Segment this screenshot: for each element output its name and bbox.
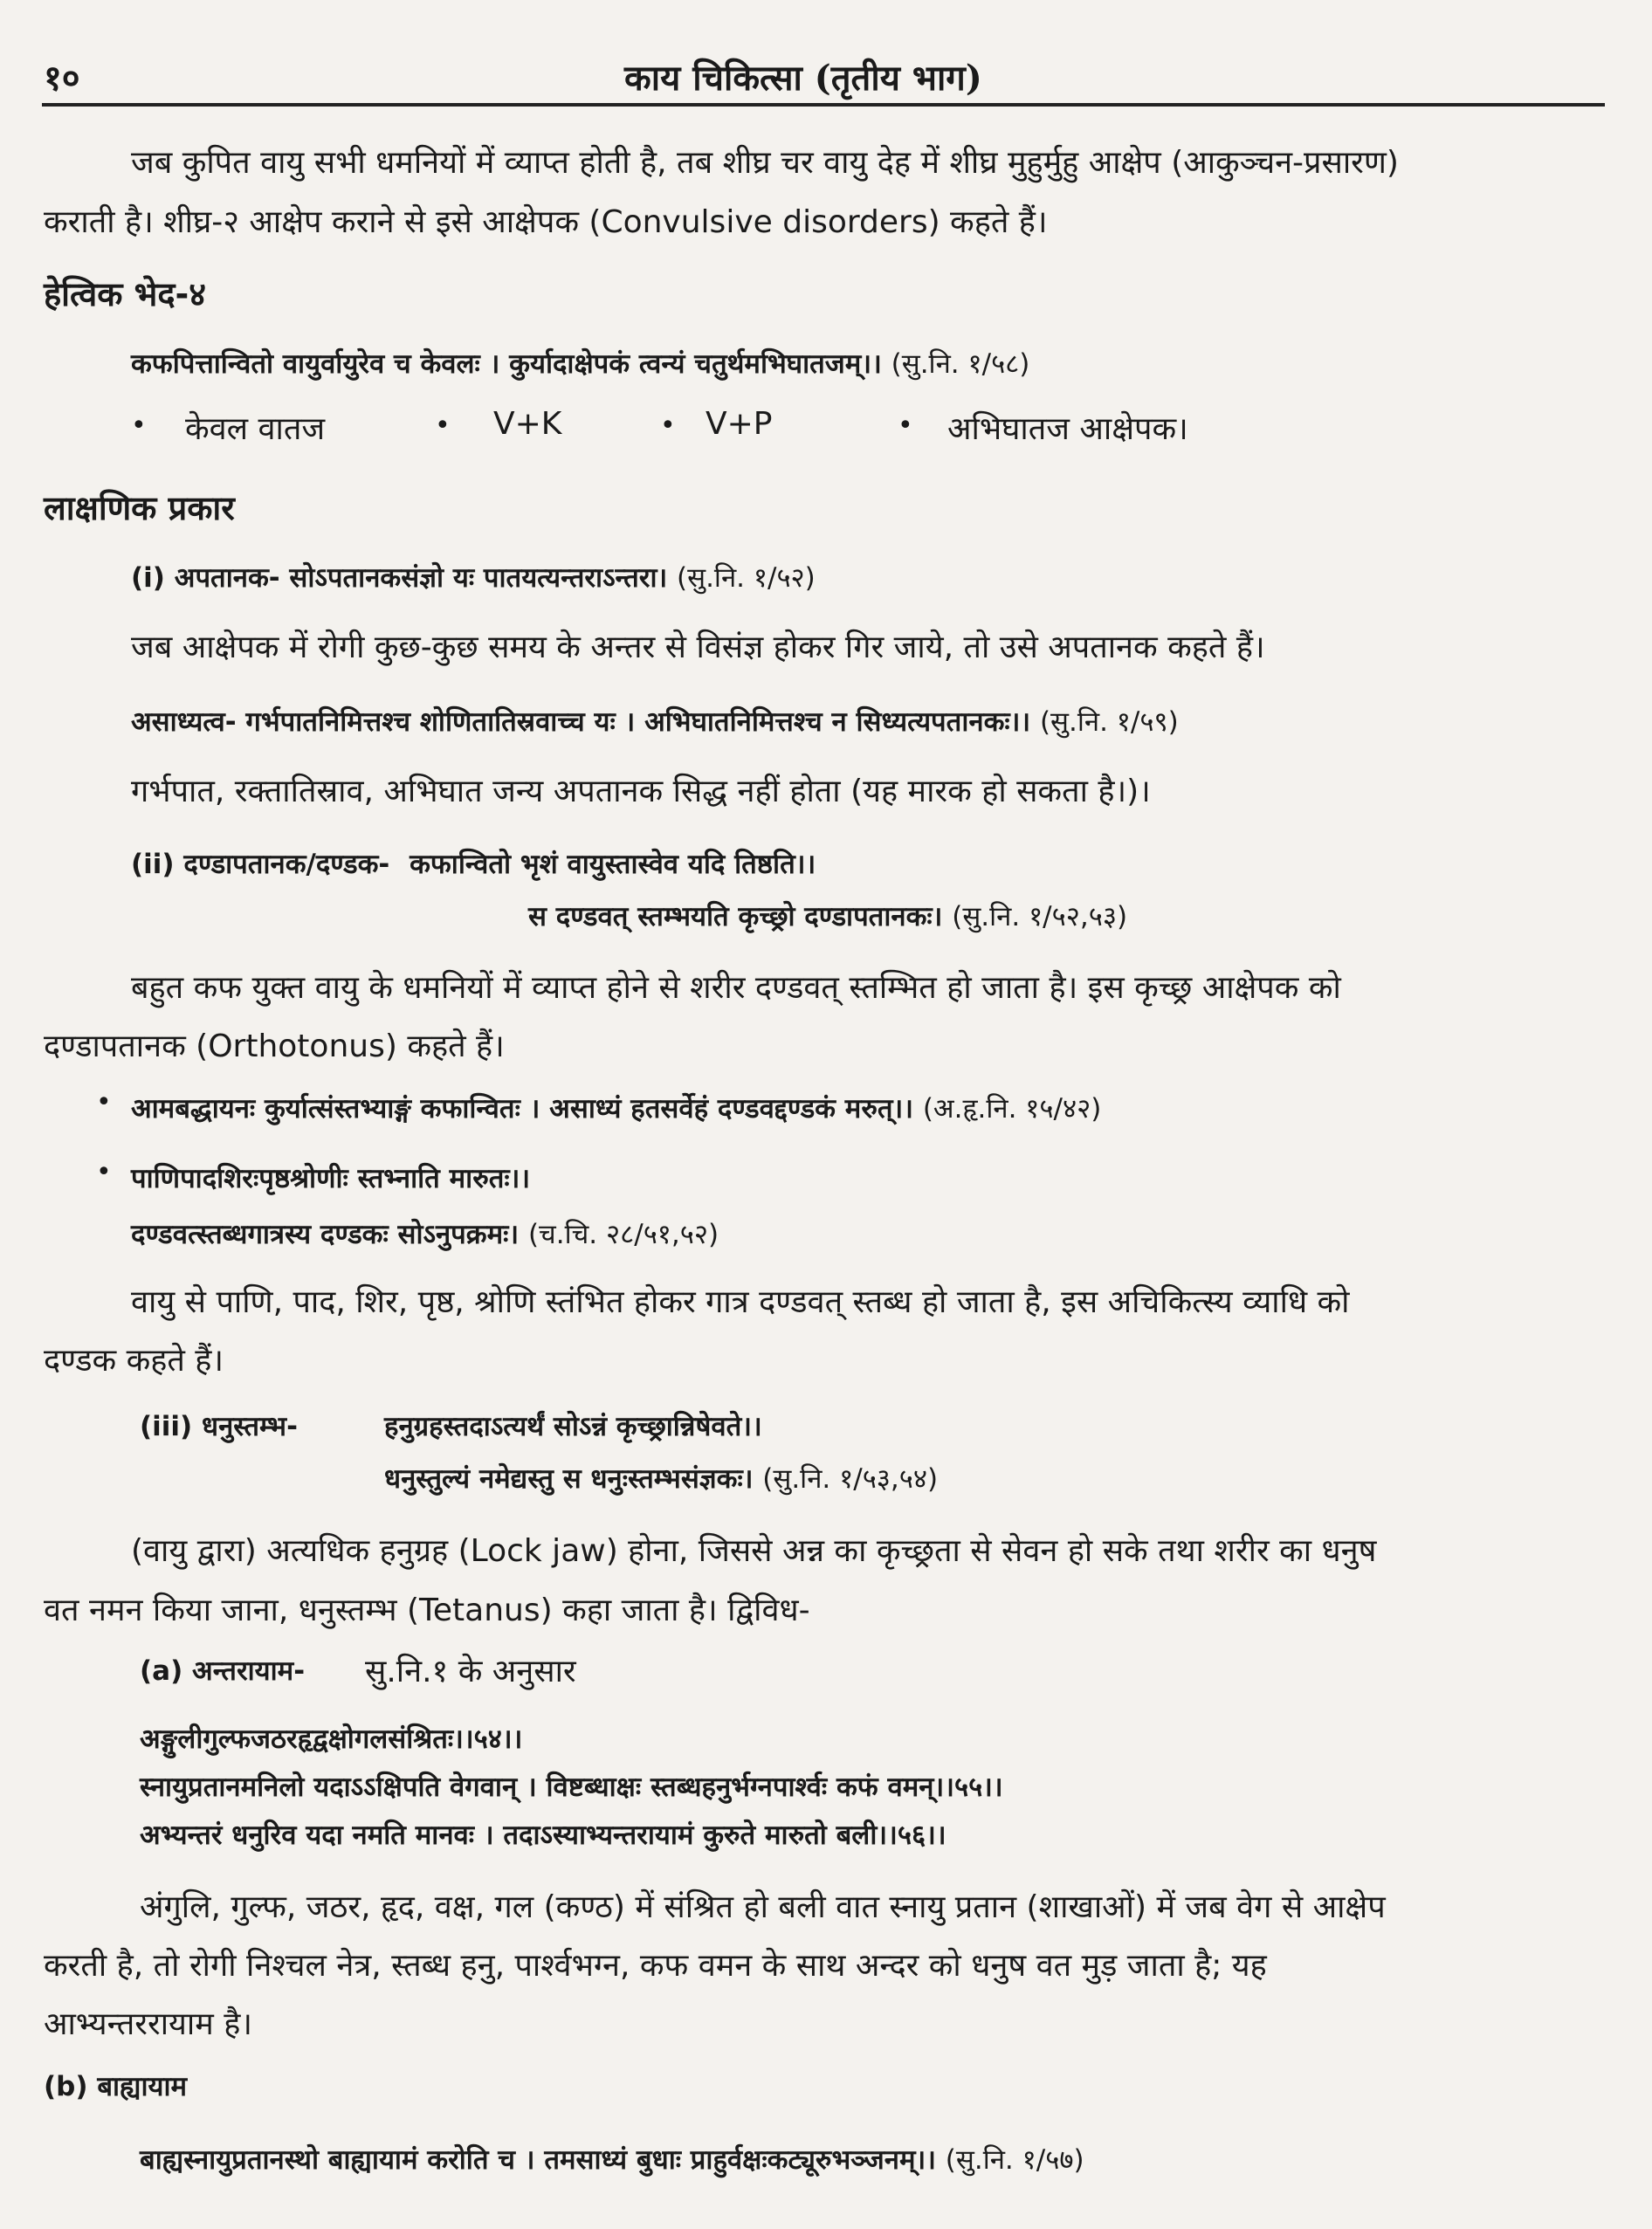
dandapatanak-bullet-dot-1: • bbox=[96, 1087, 112, 1118]
hetvik-verse-ref: (सु.नि. १/५८) bbox=[891, 348, 1030, 380]
hetvik-bullet-dot-2: • bbox=[435, 410, 451, 441]
dandapatanak-text-4: दण्डक कहते हैं। bbox=[44, 1343, 224, 1379]
dandapatanak-text-2: दण्डापतानक (Orthotonus) कहते हैं। bbox=[44, 1029, 505, 1064]
dandapatanak-bullet-2-ref: (च.चि. २८/५१,५२) bbox=[527, 1219, 719, 1250]
dhanustambha-verse-2: धनुस्तुल्यं नमेद्यस्तु स धनुःस्तम्भसंज्ञकः। bbox=[384, 1463, 754, 1495]
dandapatanak-bullet-1 bbox=[131, 1090, 1101, 1126]
dhanustambha-text-2: वत नमन किया जाना, धनुस्तम्भ (Tetanus) कहा जाता है। द्विविध- bbox=[44, 1593, 810, 1628]
apatanak-asadhya-line bbox=[131, 703, 1179, 740]
dandapatanak-line-2 bbox=[528, 898, 1127, 934]
antarayam-text-2: करती है, तो रोगी निश्चल नेत्र, स्तब्ध हनु, पार्श्वभग्न, कफ वमन के साथ अन्दर को धनुष वत मुड़ जाता है; यह bbox=[44, 1948, 1267, 1984]
dhanustambha-ref: (सु.नि. १/५३,५४) bbox=[762, 1463, 939, 1495]
dandapatanak-bullet-2-verse-b: दण्डवत्स्तब्धगात्रस्य दण्डकः सोऽनुपक्रमः। bbox=[131, 1219, 520, 1250]
hetvik-verse-text: कफपित्तान्वितो वायुर्वायुरेव च केवलः । कुर्यादाक्षेपकं त्वन्यं चतुर्थमभिघातजम्।। bbox=[131, 348, 882, 380]
dandapatanak-text-1: बहुत कफ युक्त वायु के धमनियों में व्याप्त होने से शरीर दण्डवत् स्तम्भित हो जाता है। इस कृच्छ्र आक्षेपक को bbox=[131, 970, 1341, 1006]
apatanak-asadhya-text: गर्भपात, रक्तातिस्राव, अभिघात जन्य अपतानक सिद्ध नहीं होता (यह मारक हो सकता है।)। bbox=[131, 774, 1151, 809]
apatanak-asadhya-label: असाध्यत्व- bbox=[131, 706, 237, 738]
hetvik-bullet-dot-3: • bbox=[660, 410, 676, 441]
bahyayam-verse: बाह्यस्नायुप्रतानस्थो बाह्यायामं करोति च । तमसाध्यं बुधाः प्राहुर्वक्षःकट्यूरुभञ्जनम्।। bbox=[140, 2144, 936, 2176]
dhanustambha-line-2 bbox=[384, 1460, 938, 1496]
antarayam-text-1: अंगुलि, गुल्फ, जठर, हृद, वक्ष, गल (कण्ठ) में संश्रित हो बली वात स्नायु प्रतान (शाखाओं) में जब वेग से आक्षेप bbox=[140, 1889, 1386, 1925]
page-number: १० bbox=[44, 58, 80, 99]
dhanustambha-label: (iii) धनुस्तम्भ- bbox=[140, 1411, 298, 1442]
hetvik-bullet-4: अभिघातज आक्षेपक। bbox=[947, 411, 1188, 447]
bahyayam-ref: (सु.नि. १/५७) bbox=[945, 2144, 1084, 2176]
hetvik-verse bbox=[131, 345, 1029, 382]
apatanak-asadhya-ref: (सु.नि. १/५९) bbox=[1039, 706, 1179, 738]
dandapatanak-bullet-1-verse: आमबद्धायनः कुर्यात्संस्तभ्याङ्गं कफान्वितः । असाध्यं हतसर्वेहं दण्डवद्दण्डकं मरुत्।। bbox=[131, 1093, 914, 1125]
antarayam-note: सु.नि.१ के अनुसार bbox=[365, 1654, 576, 1689]
dandapatanak-bullet-1-ref: (अ.हृ.नि. १५/४२) bbox=[922, 1093, 1102, 1125]
intro-line-2: कराती है। शीघ्र-२ आक्षेप कराने से इसे आक्षेपक (Convulsive disorders) कहते हैं। bbox=[44, 204, 1048, 240]
bahyayam-line bbox=[140, 2141, 1084, 2177]
antarayam-text-3: आभ्यन्तररायाम है। bbox=[44, 2006, 252, 2042]
dhanustambha-verse-1: हनुग्रहस्तदाऽत्यर्थं सोऽन्नं कृच्छ्रान्निषेवते।। bbox=[384, 1411, 762, 1442]
apatanak-ref: (सु.नि. १/५२) bbox=[677, 562, 816, 594]
dandapatanak-bullet-2-line-b bbox=[131, 1215, 719, 1252]
header-rule bbox=[42, 103, 1605, 107]
running-header-title: काय चिकित्सा (तृतीय भाग) bbox=[624, 58, 982, 99]
dandapatanak-bullet-2-verse: पाणिपादशिरःपृष्ठश्रोणीः स्तभ्नाति मारुतः।। bbox=[131, 1163, 531, 1194]
antarayam-verse-3: अभ्यन्तरं धनुरिव यदा नमति मानवः । तदाऽस्याभ्यन्तरायामं कुरुते मारुतो बली।।५६।। bbox=[140, 1820, 946, 1851]
hetvik-bullet-dot-4: • bbox=[898, 410, 913, 441]
apatanak-verse: सोऽपतानकसंज्ञो यः पातयत्यन्तराऽन्तरा। bbox=[289, 562, 668, 594]
apatanak-text: जब आक्षेपक में रोगी कुछ-कुछ समय के अन्तर से विसंज्ञ होकर गिर जाये, तो उसे अपतानक कहते हैं। bbox=[131, 629, 1265, 665]
dandapatanak-text-3: वायु से पाणि, पाद, शिर, पृष्ठ, श्रोणि स्तंभित होकर गात्र दण्डवत् स्तब्ध हो जाता है, इस अचिकित्स्य व्याधि को bbox=[131, 1284, 1350, 1320]
hetvik-bullet-dot-1: • bbox=[131, 410, 147, 441]
apatanak-line bbox=[131, 559, 816, 595]
lakshanik-heading: लाक्षणिक प्रकार bbox=[44, 489, 235, 527]
dandapatanak-ref: (सु.नि. १/५२,५३) bbox=[952, 901, 1128, 932]
hetvik-heading: हेत्विक भेद-४ bbox=[44, 275, 207, 313]
hetvik-bullet-2: V+K bbox=[493, 406, 562, 442]
hetvik-bullet-1: केवल वातज bbox=[185, 411, 326, 447]
intro-line-1: जब कुपित वायु सभी धमनियों में व्याप्त होती है, तब शीघ्र चर वायु देह में शीघ्र मुहुर्मुहु आक्षेप (आकुञ्चन-प्रसारण) bbox=[131, 145, 1399, 181]
dandapatanak-verse-2: स दण्डवत् स्तम्भयति कृच्छ्रो दण्डापतानकः। bbox=[528, 901, 943, 932]
apatanak-label: (i) अपतानक- bbox=[131, 562, 280, 594]
dandapatanak-bullet-dot-2: • bbox=[96, 1157, 112, 1187]
hetvik-bullet-3: V+P bbox=[706, 406, 773, 442]
dandapatanak-verse-1: कफान्वितो भृशं वायुस्तास्वेव यदि तिष्ठति।। bbox=[410, 849, 816, 880]
dandapatanak-line-1 bbox=[131, 845, 816, 882]
dandapatanak-label: (ii) दण्डापतानक/दण्डक- bbox=[131, 849, 390, 880]
antarayam-verse-1: अङ्गुलीगुल्फजठरहृद्वक्षोगलसंश्रितः।।५४।। bbox=[140, 1723, 523, 1755]
antarayam-label: (a) अन्तरायाम- bbox=[140, 1655, 306, 1687]
dhanustambha-text-1: (वायु द्वारा) अत्यधिक हनुग्रह (Lock jaw) होना, जिससे अन्न का कृच्छ्रता से सेवन हो सके तथा शरीर का धनुष bbox=[131, 1533, 1377, 1569]
antarayam-verse-2: स्नायुप्रतानमनिलो यदाऽऽक्षिपति वेगवान् । विष्टब्धाक्षः स्तब्धहनुर्भग्नपार्श्वः कफं वमन्।।५५।। bbox=[140, 1772, 1003, 1803]
bahyayam-label: (b) बाह्यायाम bbox=[44, 2071, 188, 2102]
apatanak-asadhya-verse: गर्भपातनिमित्तश्च शोणितातिस्रवाच्च यः । अभिघातनिमित्तश्च न सिध्यत्यपतानकः।। bbox=[245, 706, 1031, 738]
